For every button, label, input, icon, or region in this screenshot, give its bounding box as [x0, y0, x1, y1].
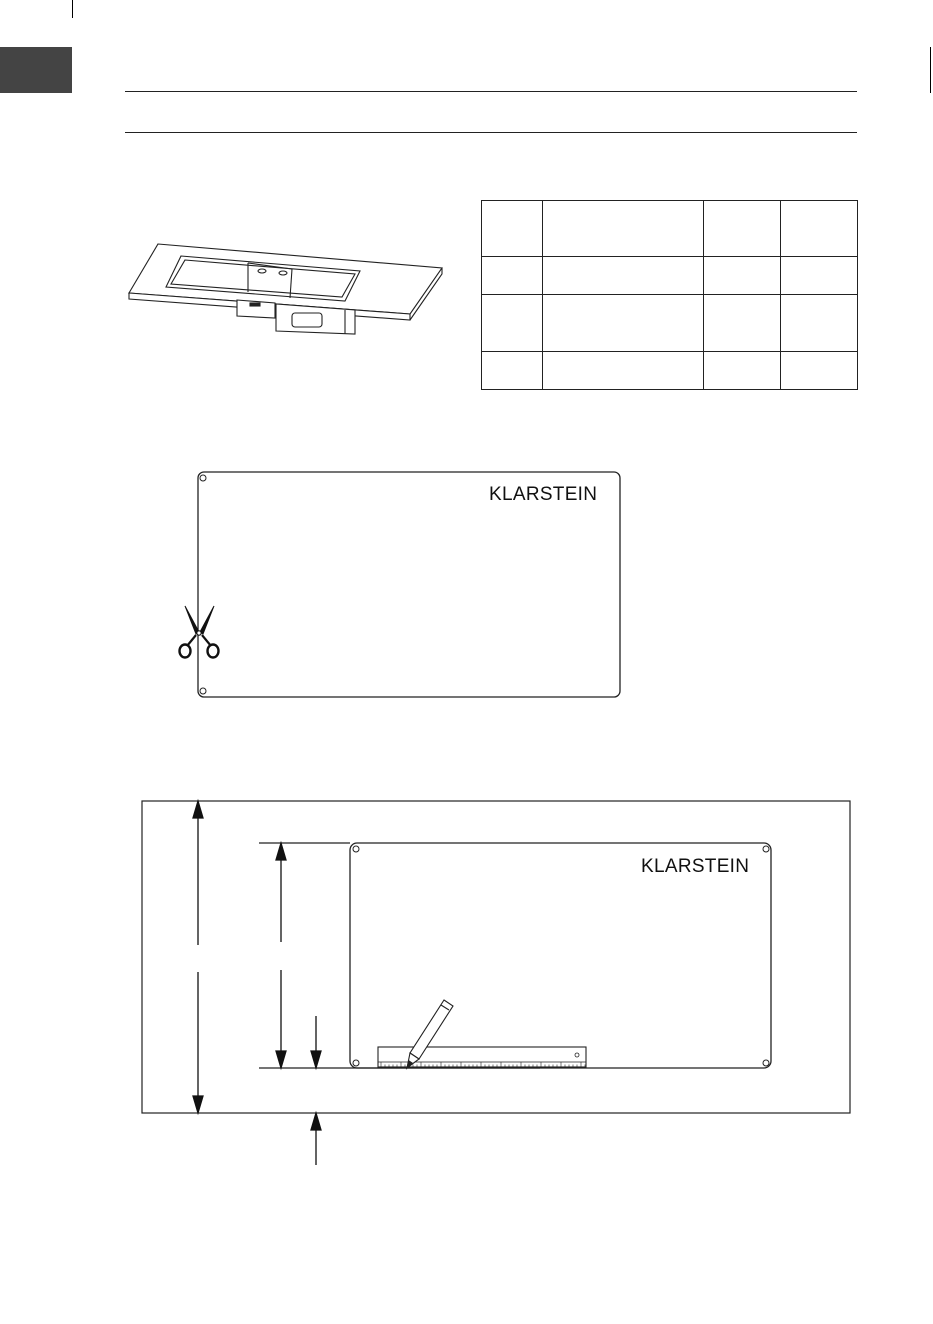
- table-row: [482, 201, 858, 257]
- table-cell: [704, 201, 781, 257]
- template-card: [198, 472, 620, 697]
- table-cell: [482, 295, 543, 352]
- table-cell: [482, 201, 543, 257]
- table-cell: [704, 257, 781, 295]
- table-cell: [482, 352, 543, 390]
- table-cell: [781, 201, 858, 257]
- table-cell: [781, 257, 858, 295]
- sink-worktop-illustration: [129, 244, 442, 334]
- table-cell: [543, 295, 704, 352]
- diagram-brand-logo: KLARSTEIN: [641, 856, 750, 877]
- table-row: [482, 295, 858, 352]
- table-row: [482, 352, 858, 390]
- template-brand-logo: KLARSTEIN: [489, 484, 598, 505]
- table-cell: [543, 257, 704, 295]
- table-cell: [704, 352, 781, 390]
- table-cell: [704, 295, 781, 352]
- table-cell: [482, 257, 543, 295]
- table-cell: [781, 295, 858, 352]
- spec-table: [481, 200, 858, 390]
- table-cell: [543, 201, 704, 257]
- table-row: [482, 257, 858, 295]
- table-cell: [543, 352, 704, 390]
- table-cell: [781, 352, 858, 390]
